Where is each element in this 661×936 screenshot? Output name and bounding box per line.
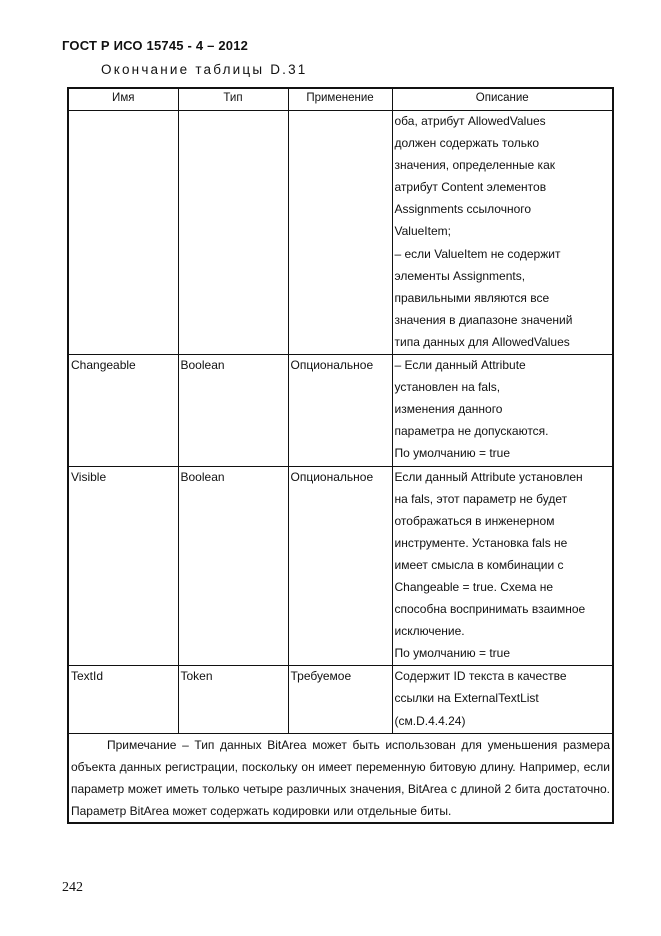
description-line: Changeable = true. Схема не [394, 579, 554, 594]
document-header: ГОСТ Р ИСО 15745 - 4 – 2012 [62, 38, 249, 53]
description-line: способна воспринимать взаимное [394, 602, 586, 617]
column-header-description: Описание [392, 88, 613, 111]
page-number: 242 [62, 880, 83, 895]
description-line: По умолчанию = true [394, 446, 511, 461]
table-row [68, 666, 613, 733]
table-note [68, 733, 613, 823]
description-line: установлен на fals, [394, 380, 501, 395]
data-table [67, 87, 614, 824]
description-line: атрибут Content элементов [394, 180, 547, 195]
cell-name: Changeable [68, 355, 178, 466]
description-line: – если ValueItem не содержит [394, 246, 561, 261]
table-header-row [68, 88, 613, 111]
description-line: Содержит ID текста в качестве [394, 669, 567, 684]
column-header-usage: Применение [288, 88, 392, 111]
cell-name: Visible [68, 466, 178, 666]
cell-description [392, 666, 613, 733]
cell-type: Token [178, 666, 288, 733]
table-caption: Окончание таблицы D.31 [101, 62, 308, 77]
description-line: параметра не допускаются. [394, 424, 549, 439]
cell-type: Boolean [178, 466, 288, 666]
description-line: элементы Assignments, [394, 268, 526, 283]
description-line: значения, определенные как [394, 158, 555, 173]
description-line: Assignments ссылочного [394, 202, 532, 217]
description-line: изменения данного [394, 402, 503, 417]
table-note-row [68, 733, 613, 823]
description-line: оба, атрибут AllowedValues [394, 114, 546, 128]
description-line: отображаться в инженерном [394, 513, 555, 528]
cell-usage [288, 111, 392, 355]
description-line: ValueItem; [394, 224, 451, 239]
cell-type [178, 111, 288, 355]
description-line: значения в диапазоне значений [394, 312, 573, 327]
description-line: (см.D.4.4.24) [394, 713, 466, 728]
cell-name: TextId [68, 666, 178, 733]
table-row [68, 111, 613, 355]
description-line: ссылки на ExternalTextList [394, 691, 539, 706]
description-line: правильными являются все [394, 290, 550, 305]
description-line: исключение. [394, 624, 465, 639]
cell-usage: Требуемое [288, 666, 392, 733]
cell-type: Boolean [178, 355, 288, 466]
cell-usage: Опциональное [288, 355, 392, 466]
note-text: Примечание – Тип данных BitArea может быть использован для уменьшения размера объекта данных регистрации, поскольку он имеет переменную битовую длину. Например, если параметр может иметь только четыре различных значения, BitArea с длиной 2 бита достаточно. Параметр BitArea может содержать кодировки или отдельные биты. [71, 737, 610, 818]
description-line: типа данных для AllowedValues [394, 334, 570, 349]
table-row [68, 466, 613, 666]
description-line: По умолчанию = true [394, 646, 511, 661]
description-line: Если данный Attribute установлен [394, 469, 583, 484]
cell-name [68, 111, 178, 355]
description-line: имеет смысла в комбинации с [394, 557, 564, 572]
cell-usage: Опциональное [288, 466, 392, 666]
description-line: должен содержать только [394, 136, 540, 151]
description-line: инструменте. Установка fals не [394, 535, 568, 550]
table-row [68, 355, 613, 466]
column-header-name: Имя [68, 88, 178, 111]
column-header-type: Тип [178, 88, 288, 111]
description-line: – Если данный Attribute [394, 358, 526, 373]
cell-description [392, 111, 613, 355]
cell-description [392, 355, 613, 466]
description-line: на fals, этот параметр не будет [394, 491, 568, 506]
cell-description [392, 466, 613, 666]
